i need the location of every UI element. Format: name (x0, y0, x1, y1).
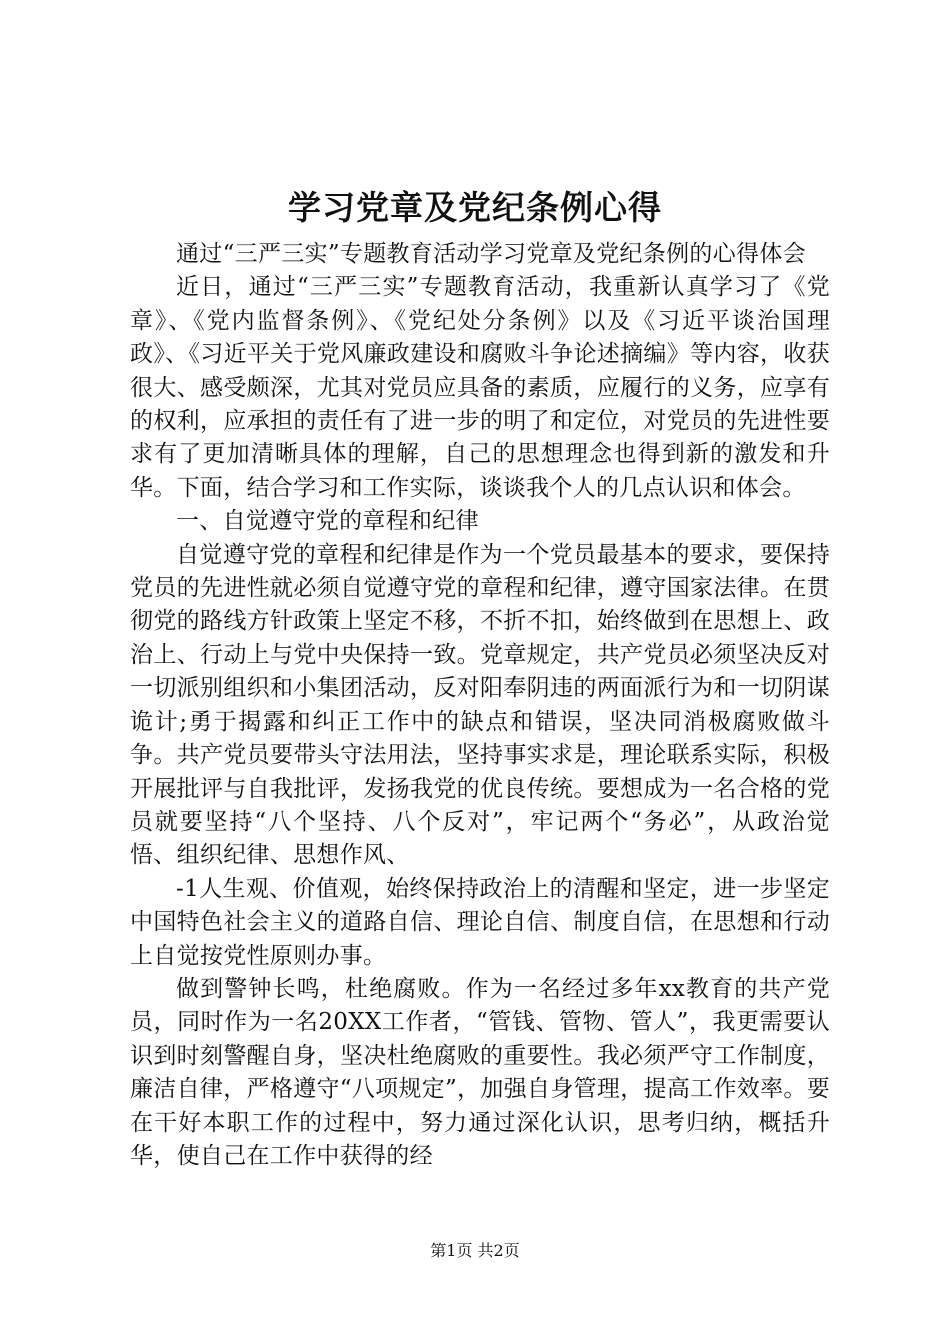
paragraph-intro: 近日，通过“三严三实”专题教育活动，我重新认真学习了《党章》、《党内监督条例》、《党纪处分条例》以及《习近平谈治国理政》、《习近平关于党风廉政建设和腐败斗争论述摘编》等内容，收获很大、感受颇深，尤其对党员应具备的素质，应履行的义务，应享有的权利，应承担的责任有了进一步的明了和定位，对党员的先进性要求有了更加清晰具体的理解，自己的思想理念也得到新的激发和升华。下面，结合学习和工作实际，谈谈我个人的几点认识和体会。 (130, 274, 830, 501)
paragraph-section-1: 自觉遵守党的章程和纪律是作为一个党员最基本的要求，要保持党员的先进性就必须自觉遵守党的章程和纪律，遵守国家法律。在贯彻党的路线方针政策上坚定不移，不折不扣，始终做到在思想上、政治上、行动上与党中央保持一致。党章规定，共产党员必须坚决反对一切派别组织和小集团活动，反对阳奉阴违的两面派行为和一切阴谋诡计;勇于揭露和纠正工作中的缺点和错误，坚决同消极腐败做斗争。共产党员要带头守法用法，坚持事实求是，理论联系实际，积极开展批评与自我批评，发扬我党的优良传统。要想成为一名合格的党员就要坚持“八个坚持、八个反对”，牢记两个“务必”，从政治觉悟、组织纪律、思想作风、 (130, 541, 830, 869)
document-title: 学习党章及党纪条例心得 (288, 188, 662, 227)
paragraph-subtitle: 通过“三严三实”专题教育活动学习党章及党纪条例的心得体会 (176, 241, 806, 267)
section-heading-1: 一、自觉遵守党的章程和纪律 (176, 508, 479, 535)
document-body (130, 238, 830, 1173)
paragraph-continuation: -1人生观、价值观，始终保持政治上的清醒和坚定，进一步坚定中国特色社会主义的道路自信、理论自信、制度自信，在思想和行动上自觉按党性原则办事。 (130, 875, 830, 969)
page-number: 第1页 共2页 (430, 1241, 520, 1260)
paragraph-anti-corruption: 做到警钟长鸣，杜绝腐败。作为一名经过多年xx教育的共产党员，同时作为一名20XX工作者，“管钱、管物、管人”，我更需要认识到时刻警醒自身，坚决杜绝腐败的重要性。我必须严守工作制度，廉洁自律，严格遵守“八项规定”，加强自身管理，提高工作效率。要在干好本职工作的过程中，努力通过深化认识，思考归纳，概括升华，使自己在工作中获得的经 (130, 975, 830, 1169)
